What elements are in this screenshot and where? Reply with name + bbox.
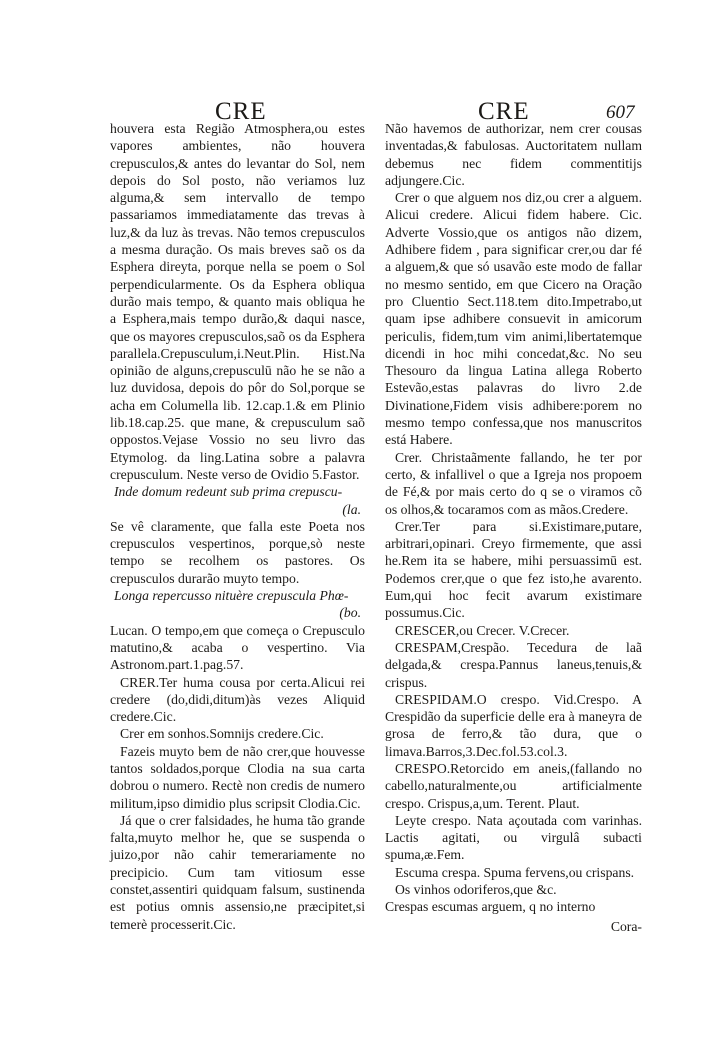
- entry-headword-paragraph: CRER.Ter huma cousa por certa.Alicui rei credere (do,didi,ditum)às vezes Aliquid credere.Cic.: [110, 674, 365, 725]
- entry-paragraph: Já que o crer falsidades, he huma tão grande falta,muyto melhor he, que se suspenda o juizo,por não cahir temerariamente no precipicio. Cum tam vitiosum esse constet,assentiri quidquam falsum, sustinenda est potius omnis assensio,ne præcipitet,si temerè processerit.Cic.: [110, 812, 365, 932]
- verse-continuation: (bo.: [339, 605, 361, 621]
- entry-paragraph: Lucan. O tempo,em que começa o Crepusculo matutino,& acaba o vespertino. Via Astronom.part.1.pag.57.: [110, 622, 365, 673]
- entry-paragraph: Crer. Christaãmente fallando, he ter por certo, & infallivel o que a Igreja nos propoem de Fé,& por mais certo do q se o viramos cõ os olhos,& tocaramos com as mãos.Credere.: [385, 449, 642, 517]
- entry-paragraph: Escuma crespa. Spuma fervens,ou crispans.: [395, 864, 635, 880]
- left-column: [110, 120, 365, 933]
- verse-line: Inde domum redeunt sub prima crepuscu-: [114, 484, 343, 500]
- running-head-left: CRE: [215, 98, 267, 125]
- entry-headword-paragraph: CRESPAM,Crespão. Tecedura de laã delgada,& crespa.Pannus laneus,tenuis,& crispus.: [385, 639, 642, 690]
- right-column: [385, 120, 642, 935]
- verse-line: Longa repercusso nituère crepuscula Phœ-: [114, 588, 349, 604]
- entry-headword-paragraph: CRESPIDAM.O crespo. Vid.Crespo. A Crespidão da superficie delle era à maneyra de grosa de ferro,& tão dura, que o limava.Barros,3.Dec.fol.53.col.3.: [385, 691, 642, 759]
- entry-paragraph: Não havemos de authorizar, nem crer cousas inventadas,& fabulosas. Auctoritatem nullam debemus nec fidem commentitijs adjungere.Cic.: [385, 121, 642, 188]
- entry-paragraph: Leyte crespo. Nata açoutada com varinhas. Lactis agitati, ou virgulâ subacti spuma,æ.Fem.: [385, 812, 642, 863]
- entry-headword-paragraph: CRESCER,ou Crecer. V.Crecer.: [395, 622, 570, 638]
- entry-paragraph: Crer.Ter para si.Existimare,putare, arbitrari,opinari. Creyo firmemente, que assi he.Rem ita se habere, mihi persuassimū est. Podemos crer,que o que fez isto,he avarento. Eum,qui hoc fecit avarum existimare possumus.Cic.: [385, 518, 642, 621]
- entry-headword-paragraph: CRESPO.Retorcido em aneis,(fallando no cabello,naturalmente,ou artificialmente crespo. Crispus,a,um. Terent. Plaut.: [385, 760, 642, 811]
- entry-paragraph: Crer em sonhos.Somnijs credere.Cic.: [120, 726, 324, 742]
- catchword: Cora-: [610, 918, 642, 934]
- entry-paragraph: houvera esta Região Atmosphera,ou estes vapores ambientes, não houvera crepusculos,& antes do levantar do Sol, nem depois do Sol posto, não veriamos luz alguma,& sem intervallo de tempo passariamos immediatamente das trevas à luz,& da luz às trevas. Não temos crepusculos a mesma duração. Os mais breves saõ os da Esphera direyta, porque nella se poem o Sol perpendicularmente. Os da Esphera obliqua durão mais tempo, & quanto mais obliqua he a Esphera,mais tempo durão,& daqui nasce, que os mayores crepusculos,saõ os da Esphera parallela.Crepusculum,i.Neut.Plin. Hist.Na opinião de alguns,crepusculū não he se não a luz duvidosa, depois do pôr do Sol,porque se acha em Columella lib. 12.cap.1.& em Plinio lib.18.cap.25. que mane, & crepusculum saõ oppostos.Vejase Vossio no seu livro das Etymolog. da ling.Latina sobre a palavra crepusculum. Neste verso de Ovidio 5.Fastor.: [110, 121, 365, 482]
- verse-continuation: (la.: [342, 501, 361, 517]
- entry-paragraph: Fazeis muyto bem de não crer,que houvesse tantos soldados,porque Clodia na sua carta dobrou o numero. Rectè non credis de numero militum,ipso dimidio plus scripsit Clodia.Cic.: [110, 743, 365, 811]
- entry-paragraph: Se vê claramente, que falla este Poeta nos crepusculos vespertinos, porque,sò neste tempo se recolhem os pastores. Os crepusculos durarão muyto tempo.: [110, 518, 365, 586]
- running-head-right: CRE: [478, 98, 530, 125]
- entry-paragraph: Crer o que alguem nos diz,ou crer a alguem. Alicui credere. Alicui fidem habere. Cic. Adverte Vossio,que os antigos não dizem, Adhibere fidem , para significar crer,ou dar fé a alguem,& que só usavão este modo de fallar no mesmo sentido, em que Cicero na Oração pro Cluentio Sect.118.tem dito.Impetrabo,ut quam ipse adhibere consuevit in amicorum periculis, fidem,tum vim animi,libertatemque dicendi in hoc mihi concedat,&c. No seu Thesouro da lingua Latina allega Roberto Estevão,estas palavras do livro 2.de Divinatione,Fidem visis adhibere:porem no mesmo tempo confessa,que nos manuscritos está Habere.: [385, 190, 642, 448]
- page-number: 607: [606, 102, 635, 123]
- entry-paragraph: Os vinhos odoriferos,que &c.: [395, 882, 557, 898]
- entry-paragraph: Crespas escumas arguem, q no interno: [385, 899, 596, 915]
